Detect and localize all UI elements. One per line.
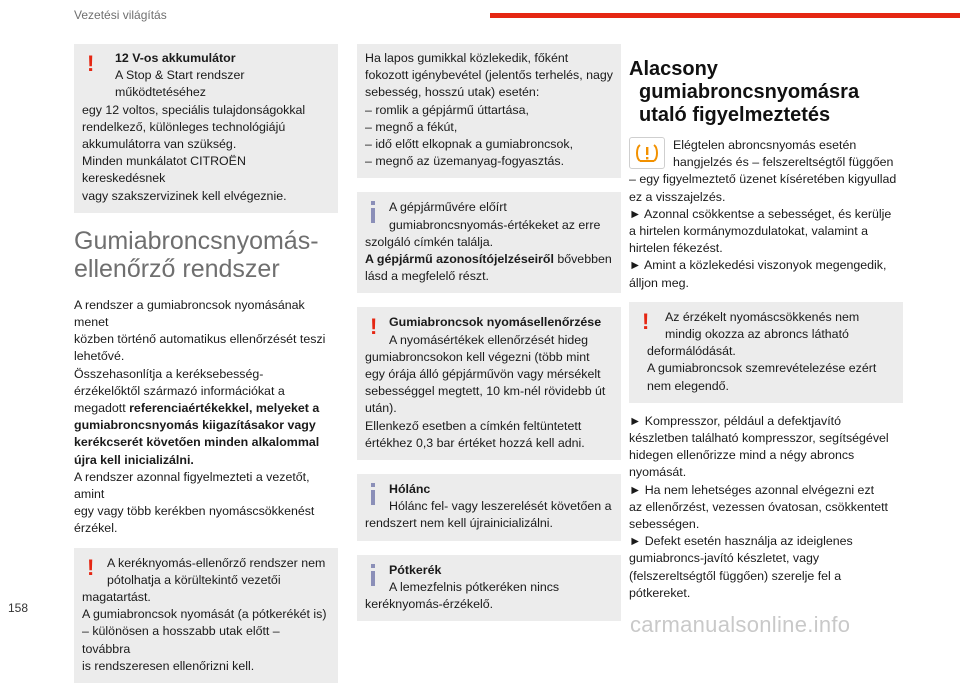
watermark-text: carmanualsonline.info xyxy=(630,612,851,637)
info-icon xyxy=(371,483,375,505)
column-2 xyxy=(357,44,621,635)
warning-box-battery: ! 12 V-os akkumulátor A Stop & Start rendszer működtetéséhez egy 12 voltos, speciális tulajdonságokkal rendelkező, különleges technológiájú akkumulátorra van szükség. Minden munkálatot CITROËN kereskedésnek vagy szakszervizinek kell elvégeznie. xyxy=(74,44,338,213)
warning-exclamation-icon: ! xyxy=(370,314,378,340)
running-header: Vezetési világítás xyxy=(74,8,167,22)
info-icon xyxy=(371,564,375,586)
info-box-spare-wheel: Pótkerék A lemezfelnis pótkeréken nincs keréknyomás-érzékelő. xyxy=(357,555,621,622)
warning-box-driver: ! A keréknyomás-ellenőrző rendszer nem pótolhatja a körültekintő vezetői magatartást. A gumiabroncsok nyomását (a pótkerékét is) – különösen a hosszabb utak előtt – továbbra is rendszeresen ellenőrizni kell. xyxy=(74,548,338,683)
column-1 xyxy=(74,44,338,697)
note-box-low-pressure: Ha lapos gumikkal közlekedik, főként fokozott igénybevétel (jelentős terhelés, nagy sebesség, hosszú utak) esetén: – romlik a gépjármű úttartása, – megnő a fékút, – idő előtt elkopnak a gumiabroncsok, – megnő az üzemanyag-fogyasztás. xyxy=(357,44,621,178)
section-heading: Gumiabroncsnyomás- ellenőrző rendszer xyxy=(74,226,319,283)
warning-exclamation-icon: ! xyxy=(87,554,95,580)
info-box-values: A gépjárművére előírt gumiabroncsnyomás-értékeket az erre szolgáló címkén találja. A gépjármű azonosítójelzéseiről bővebben lásd a megfelelő részt. xyxy=(357,192,621,293)
warning-box-deformation: ! Az érzékelt nyomáscsökkenés nem mindig okozza az abroncs látható deformálódását. A gumiabroncsok szemrevételezése ezért nem elegendő. xyxy=(629,302,903,403)
header-accent-bar xyxy=(490,13,960,18)
column-3: Alacsony gumiabroncsnyomásra utaló figyelmeztetés Elégtelen abroncsnyomás esetén hangjelzés és – felszereltségtől függően – egy figyelmeztető üzenet kíséretében kigyullad ez a visszajelzés. ► Azonnal csökkentse a sebességet, és kerülje a hirtelen kormánymozdulatokat, valamint a hirtelen fékezést. ► Amint a közlekedési viszonyok megengedik, álljon meg. ! Az érzékelt nyomáscsökkenés nem mindig okozza az abroncs látható deformálódását. A gumiabroncsok szemrevételezése ezért nem elegendő. ► Kompresszor, például a defektjavító készletben található kompresszor, segítségével hidegen ellenőrizze mind a négy abroncs nyomását. ► Ha nem lehetséges azonnal elvégezni ezt az ellenőrzést, vezessen óvatosan, csökkentett sebességen. ► Defekt esetén használja az ideiglenes gumiabroncs-javító készletet, vagy (felszereltségtől függően) szerelje fel a pótkereket. xyxy=(629,44,903,602)
warning-box-pressure-check: ! Gumiabroncsok nyomásellenőrzése A nyomásértékek ellenőrzését hideg gumiabroncsokon kell végezni (több mint egy órája álló gépjárművön vagy mérsékelt sebességgel megtett, 10 km-nél rövidebb út után). Ellenkező esetben a címkén feltüntetett értékhez 0,3 bar értéket hozzá kell adni. xyxy=(357,307,621,460)
box-title: 12 V-os akkumulátor xyxy=(115,51,236,65)
warning-exclamation-icon: ! xyxy=(87,51,95,76)
info-icon xyxy=(371,201,375,223)
info-box-snow-chains: Hólánc Hólánc fel- vagy leszerelését követően a rendszert nem kell újrainicializálni. xyxy=(357,474,621,541)
tire-pressure-warning-icon xyxy=(629,137,665,169)
page-number: 158 xyxy=(8,601,29,615)
warning-exclamation-icon: ! xyxy=(642,308,650,334)
section-heading: Alacsony gumiabroncsnyomásra utaló figyelmeztetés xyxy=(629,58,860,126)
section-body: A rendszer a gumiabroncsok nyomásának menet közben történő automatikus ellenőrzését teszi lehetővé. Összehasonlítja a keréksebesség- érzékelőktől származó információkat a megadott referenciaértékekkel, melyeket a gumiabroncsnyomás kiigazításakor vagy kerékcserét követően minden alkalommal újra kell inicializálni. A rendszer azonnal figyelmezteti a vezetőt, amint egy vagy több kerékben nyomáscsökkenést érzékel. xyxy=(74,297,326,536)
